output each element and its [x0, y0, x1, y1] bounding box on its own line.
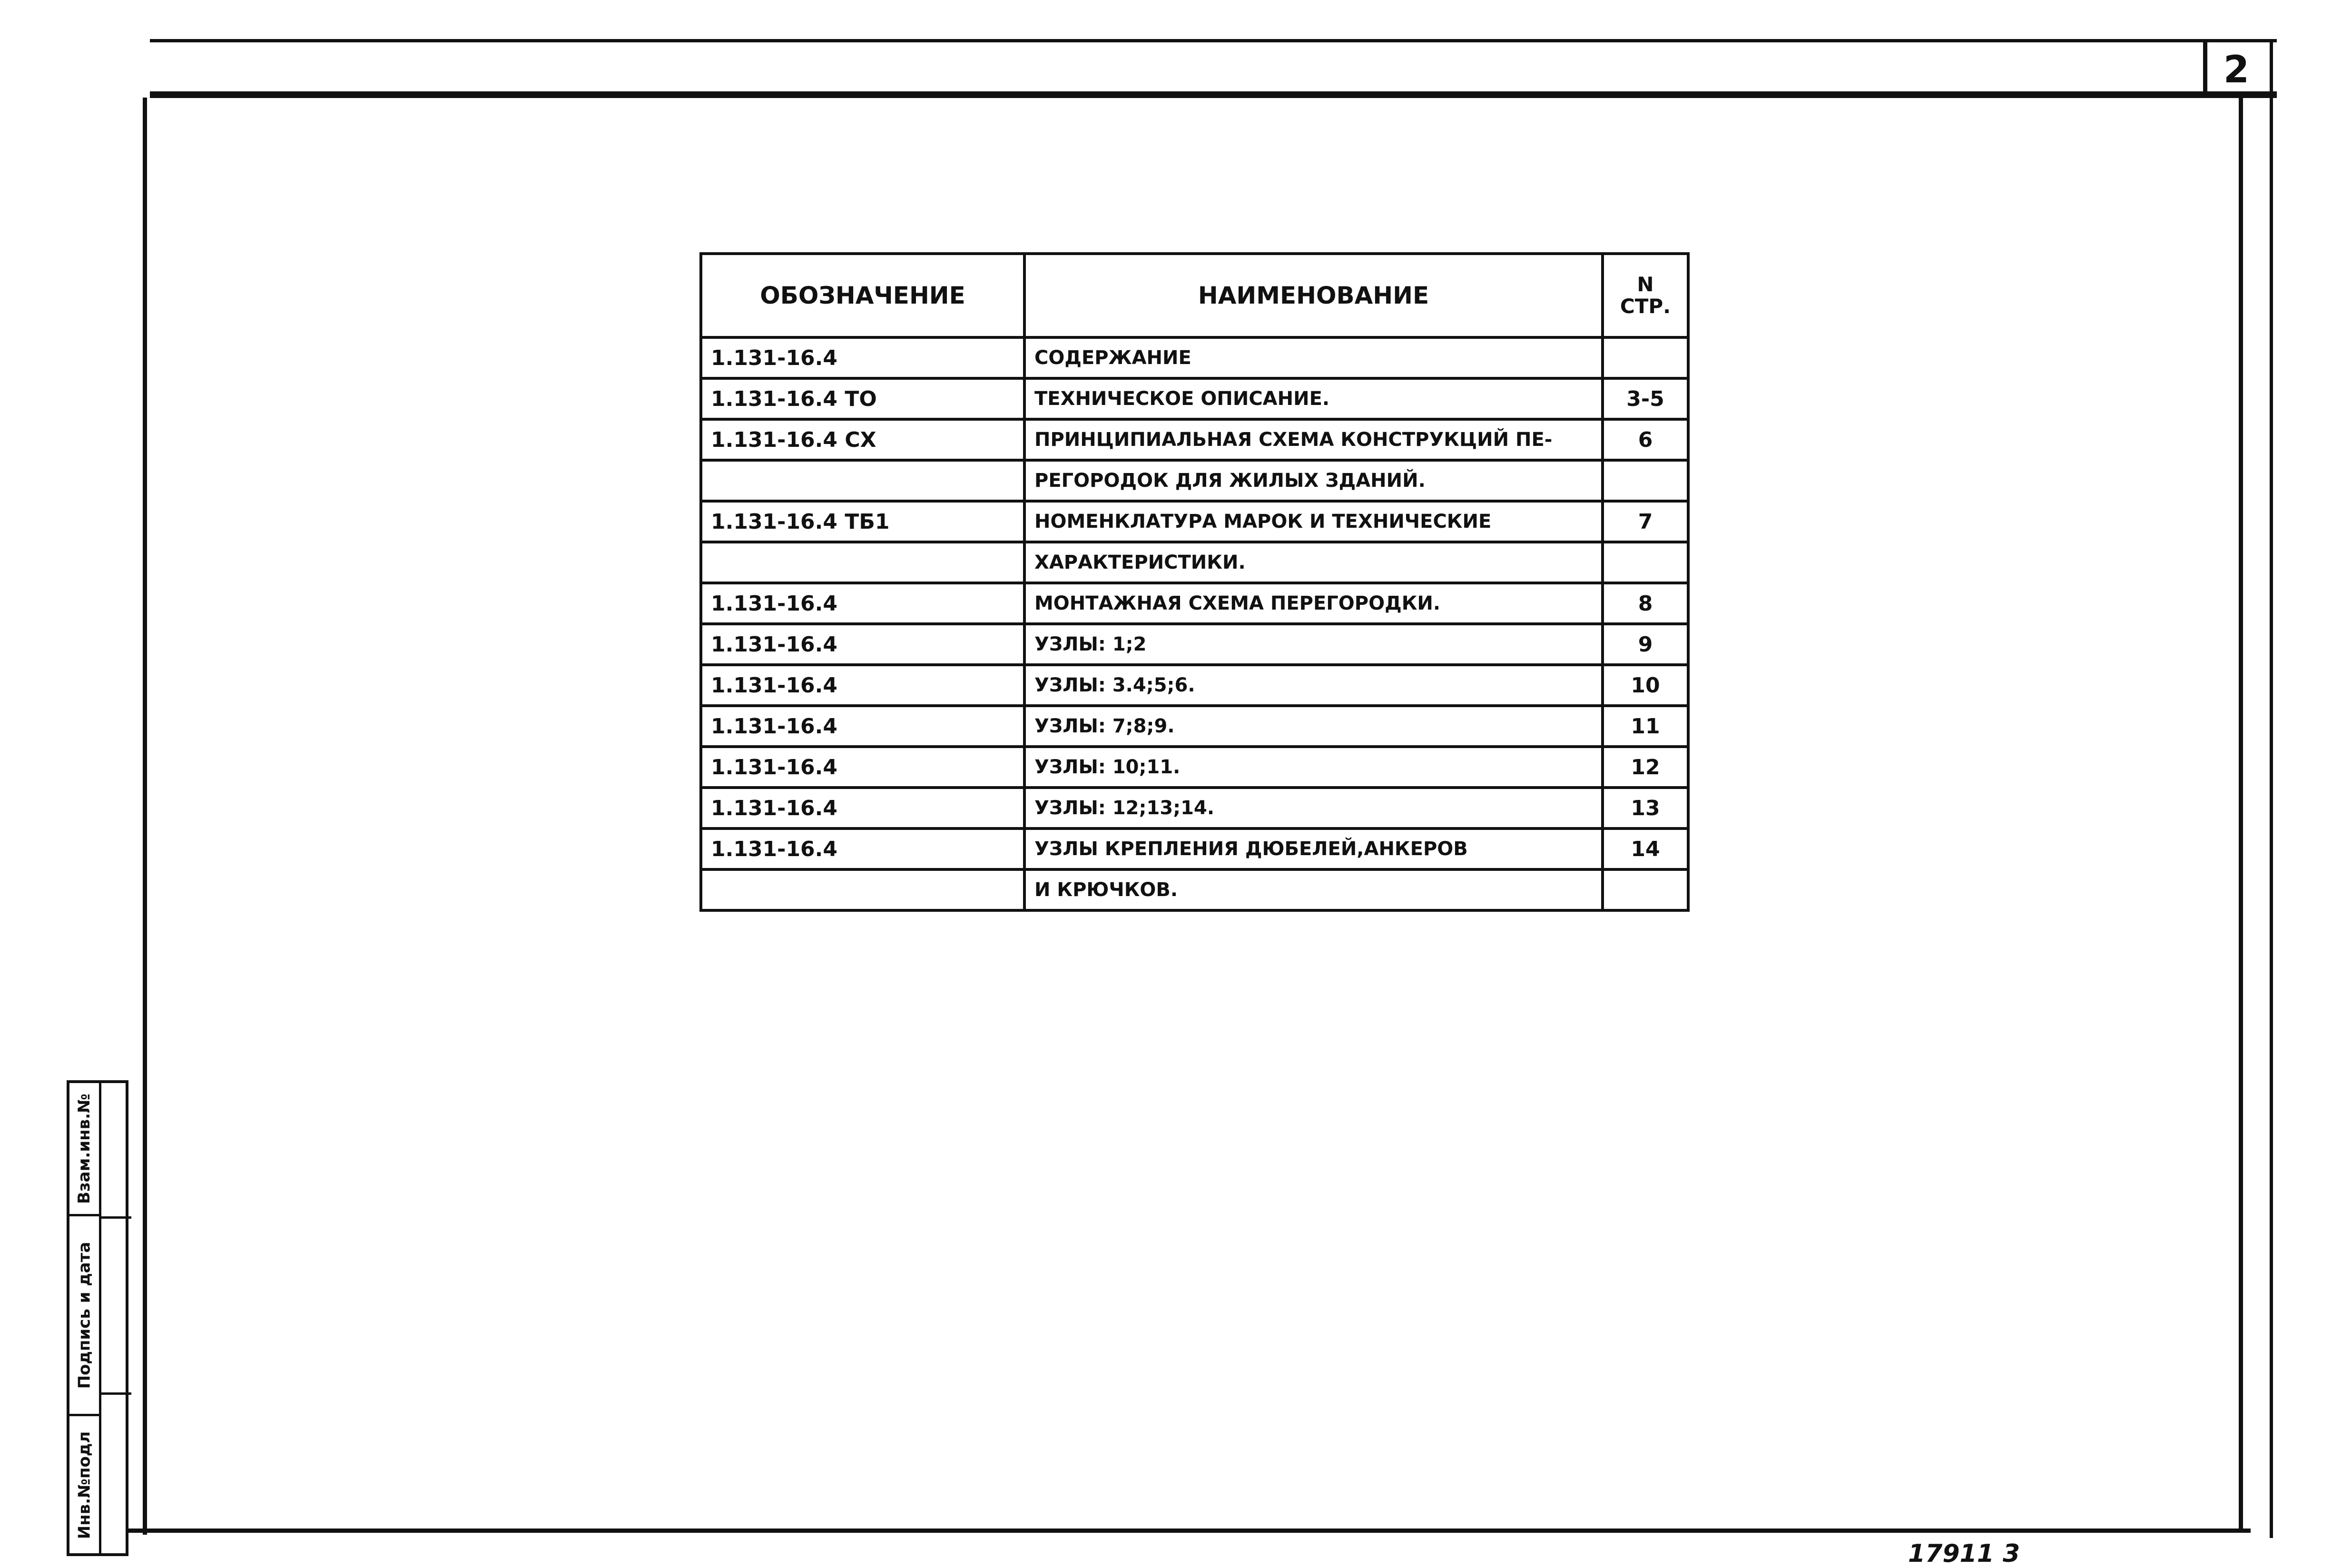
- cell-name: УЗЛЫ: 10;11.: [1024, 747, 1603, 788]
- cell-designation: 1.131-16.4: [701, 583, 1024, 624]
- top-border-thin: [150, 39, 2277, 42]
- stamp-cell-replaces: [69, 1083, 99, 1216]
- cell-name: УЗЛЫ: 12;13;14.: [1024, 788, 1603, 828]
- header-page-abbr: СТР.: [1620, 295, 1671, 318]
- cell-name: УЗЛЫ КРЕПЛЕНИЯ ДЮБЕЛЕЙ,АНКЕРОВ: [1024, 828, 1603, 869]
- header-page: [1603, 254, 1688, 337]
- table-row: [701, 378, 1688, 419]
- sheet-number: 2: [2223, 49, 2250, 91]
- cell-page: 10: [1603, 665, 1688, 706]
- table-header-row: [701, 254, 1688, 337]
- cell-designation: [701, 542, 1024, 583]
- stamp-right-line: [99, 1216, 131, 1219]
- cell-designation: 1.131-16.4: [701, 747, 1024, 788]
- table-row: [701, 747, 1688, 788]
- table-row: [701, 665, 1688, 706]
- cell-name: РЕГОРОДОК ДЛЯ ЖИЛЫХ ЗДАНИЙ.: [1024, 460, 1603, 501]
- cell-designation: [701, 460, 1024, 501]
- header-designation: ОБОЗНАЧЕНИЕ: [701, 254, 1024, 337]
- cell-designation: 1.131-16.4 ТБ1: [701, 501, 1024, 542]
- cell-name: ПРИНЦИПИАЛЬНАЯ СХЕМА КОНСТРУКЦИЙ ПЕ-: [1024, 419, 1603, 460]
- cell-name: ХАРАКТЕРИСТИКИ.: [1024, 542, 1603, 583]
- cell-name: НОМЕНКЛАТУРА МАРОК И ТЕХНИЧЕСКИЕ: [1024, 501, 1603, 542]
- sheet-box-left: [2203, 39, 2207, 96]
- stamp-divider: [99, 1083, 101, 1553]
- stamp-signature-date: Подпись и дата: [75, 1242, 94, 1389]
- cell-page: 13: [1603, 788, 1688, 828]
- cell-page: [1603, 337, 1688, 378]
- cell-designation: 1.131-16.4: [701, 665, 1024, 706]
- table-row: [701, 788, 1688, 828]
- stamp-cell-signature: [69, 1216, 99, 1416]
- cell-name: УЗЛЫ: 1;2: [1024, 624, 1603, 665]
- table-row: [701, 583, 1688, 624]
- table-row: [701, 501, 1688, 542]
- table-body: [701, 337, 1688, 910]
- cell-page: 3-5: [1603, 378, 1688, 419]
- cell-designation: 1.131-16.4: [701, 624, 1024, 665]
- cell-page: [1603, 542, 1688, 583]
- cell-page: 6: [1603, 419, 1688, 460]
- cell-page: 9: [1603, 624, 1688, 665]
- cell-designation: 1.131-16.4: [701, 337, 1024, 378]
- right-border-inner: [2239, 98, 2243, 1530]
- stamp-inv-no: Инв.№подл: [75, 1431, 94, 1539]
- table-row: [701, 460, 1688, 501]
- cell-designation: 1.131-16.4 ТО: [701, 378, 1024, 419]
- table-row: [701, 869, 1688, 910]
- cell-name: УЗЛЫ: 7;8;9.: [1024, 706, 1603, 747]
- bottom-border: [128, 1529, 2251, 1533]
- table-row: [701, 337, 1688, 378]
- left-border: [143, 98, 147, 1535]
- contents-table: [699, 252, 1690, 912]
- header-name: НАИМЕНОВАНИЕ: [1024, 254, 1603, 337]
- cell-designation: 1.131-16.4: [701, 706, 1024, 747]
- cell-page: 12: [1603, 747, 1688, 788]
- table-row: [701, 706, 1688, 747]
- top-border-thick: [150, 91, 2277, 98]
- table-row: [701, 828, 1688, 869]
- cell-designation: 1.131-16.4: [701, 828, 1024, 869]
- cell-page: 14: [1603, 828, 1688, 869]
- table-row: [701, 419, 1688, 460]
- cell-name: МОНТАЖНАЯ СХЕМА ПЕРЕГОРОДКИ.: [1024, 583, 1603, 624]
- cell-designation: [701, 869, 1024, 910]
- cell-name: УЗЛЫ: 3.4;5;6.: [1024, 665, 1603, 706]
- table-row: [701, 624, 1688, 665]
- cell-designation: 1.131-16.4 СХ: [701, 419, 1024, 460]
- right-border-outer: [2270, 39, 2273, 1538]
- side-stamp: [67, 1080, 128, 1556]
- cell-name: И КРЮЧКОВ.: [1024, 869, 1603, 910]
- table-row: [701, 542, 1688, 583]
- cell-page: [1603, 460, 1688, 501]
- cell-designation: 1.131-16.4: [701, 788, 1024, 828]
- stamp-replaces-inv: Взам.инв.№: [75, 1093, 94, 1204]
- cell-page: 8: [1603, 583, 1688, 624]
- stamp-right-line: [99, 1392, 131, 1395]
- footer-code: 17911 3: [1908, 1539, 2020, 1568]
- stamp-cell-inv: [69, 1416, 99, 1554]
- cell-name: СОДЕРЖАНИЕ: [1024, 337, 1603, 378]
- cell-name: ТЕХНИЧЕСКОЕ ОПИСАНИЕ.: [1024, 378, 1603, 419]
- cell-page: [1603, 869, 1688, 910]
- cell-page: 11: [1603, 706, 1688, 747]
- cell-page: 7: [1603, 501, 1688, 542]
- header-page-no: N: [1637, 272, 1654, 296]
